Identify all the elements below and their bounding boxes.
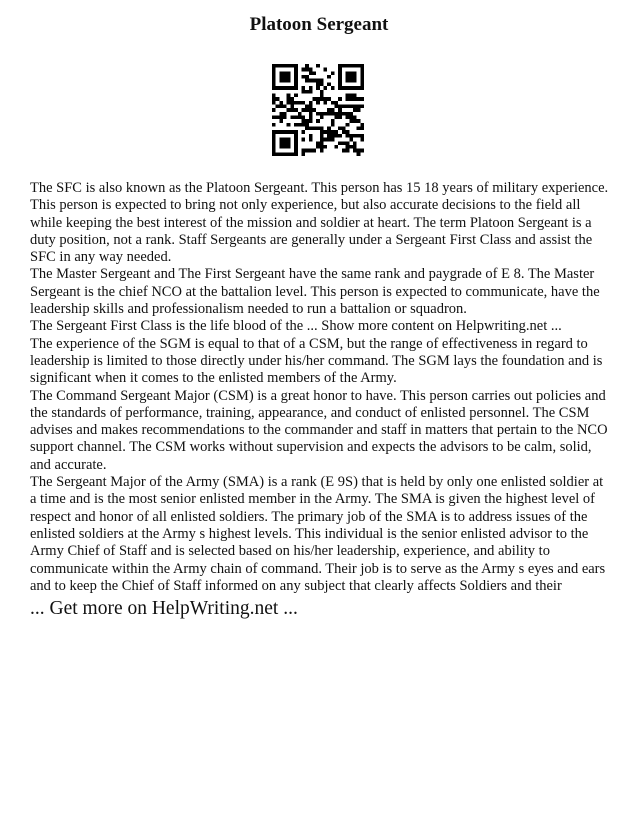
get-more-link[interactable]: ... Get more on HelpWriting.net ... (30, 598, 298, 619)
paragraph-sgm: The experience of the SGM is equal to that of a CSM, but the range of effectiveness in regard to leadership is limited to those directly under his/her command. The SGM lays the foundation and is significant when it comes to the enlisted members of the Army. (30, 335, 603, 387)
paragraph-platoon-sergeant: The SFC is also known as the Platoon Sergeant. This person has 15 18 years of military experience. This person is expected to bring not only experience, but also accurate decisions to the field all while keeping the best interest of the mission and soldier at heart. The term Platoon Sergeant is a duty position, not a rank. Staff Sergeants are generally under a Sergeant First Class and assist the SFC in any way needed. (30, 180, 609, 266)
article-body (30, 180, 610, 595)
paragraph-csm: The Command Sergeant Major (CSM) is a great honor to have. This person carries out policies and the standards of performance, training, appearance, and conduct of enlisted personnel. The CSM advises and makes recommendations to the commander and staff in matters that pertain to the NCO support channel. The CSM works without supervision and expects the advisors to be calm, solid, and accurate. (30, 387, 608, 473)
page-title: Platoon Sergeant (249, 14, 389, 35)
qr-code-icon (272, 64, 364, 156)
paragraph-master-sergeant: The Master Sergeant and The First Sergeant have the same rank and paygrade of E 8. The Master Sergeant is the chief NCO at the battalion level. This person is expected to communicate, have the leadership skills and professionalism needed to run a battalion or squadron. (30, 266, 600, 318)
paragraph-sergeant-first-class: The Sergeant First Class is the life blood of the ... Show more content on Helpwriting.net ... (30, 318, 562, 335)
paragraph-sma: The Sergeant Major of the Army (SMA) is a rank (E 9S) that is held by only one enlisted soldier at a time and is the most senior enlisted member in the Army. The SMA is given the highest level of respect and honor of all enlisted soldiers. The primary job of the SMA is to address issues of the enlisted soldiers at the Army s highest levels. This individual is the senior enlisted advisor to the Army Chief of Staff and is selected based on his/her leadership, experience, and ability to communicate within the Army chain of command. Their job is to serve as the Army s eyes and ears and to keep the Chief of Staff informed on any subject that clearly affects Soldiers and their (30, 474, 606, 594)
